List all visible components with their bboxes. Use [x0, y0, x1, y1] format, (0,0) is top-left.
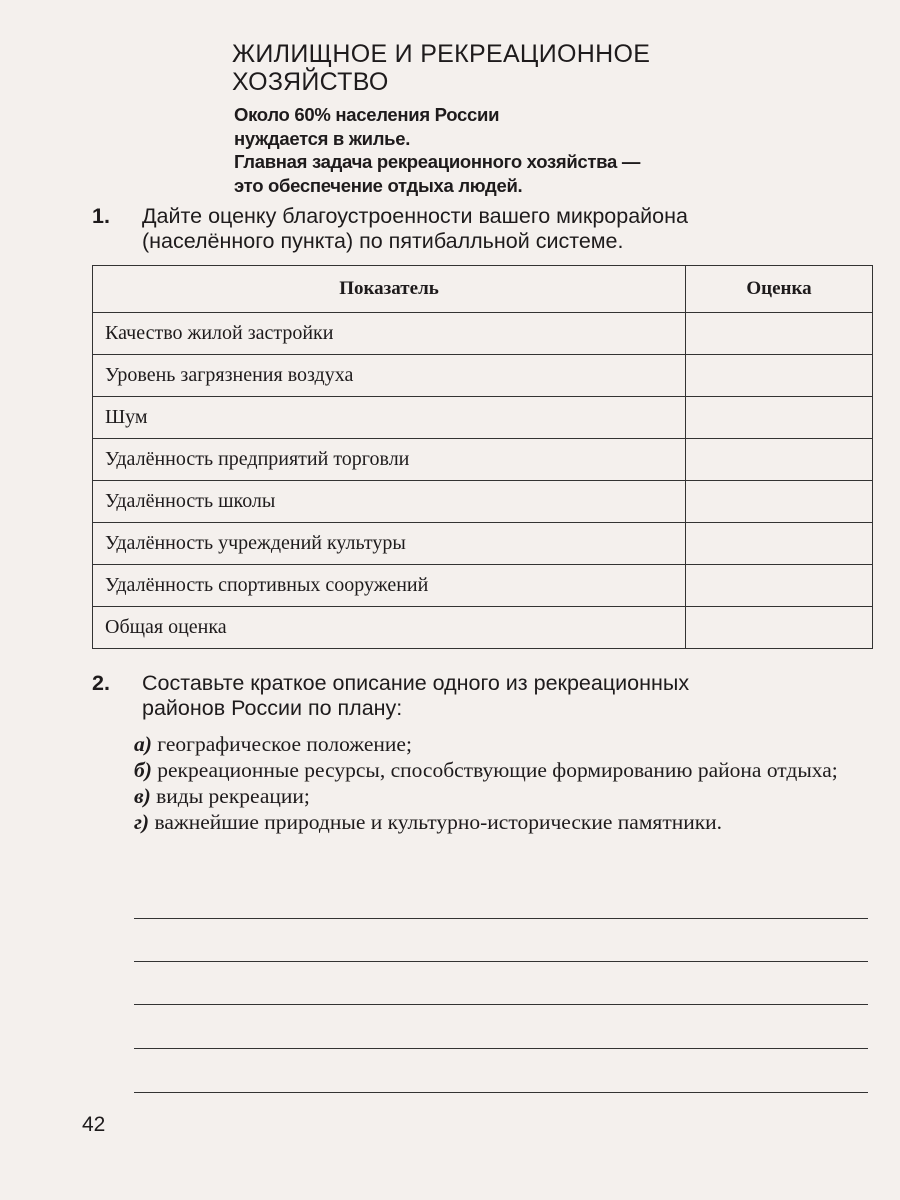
rating-table	[92, 265, 873, 649]
column-header-indicator: Показатель	[93, 266, 686, 313]
plan-item-label: а)	[134, 732, 152, 756]
section-title	[232, 40, 650, 96]
plan-item-label: б)	[134, 758, 152, 782]
plan-item	[134, 809, 874, 835]
plan-item-text: географическое положение;	[157, 732, 412, 756]
table-row	[93, 397, 873, 439]
answer-line[interactable]	[134, 1048, 868, 1049]
indicator-cell: Удалённость школы	[93, 481, 686, 523]
score-cell[interactable]	[686, 565, 873, 607]
plan-item	[134, 731, 874, 757]
plan-item-text: виды рекреации;	[156, 784, 310, 808]
plan-item-text: рекреационные ресурсы, способствующие формированию района отдыха;	[157, 758, 838, 782]
plan-item-label: в)	[134, 784, 151, 808]
column-header-score: Оценка	[686, 266, 873, 313]
answer-line[interactable]	[134, 1004, 868, 1005]
indicator-cell: Шум	[93, 397, 686, 439]
indicator-cell: Качество жилой застройки	[93, 313, 686, 355]
lead-line: Главная задача рекреационного хозяйства —	[234, 151, 641, 172]
plan-item-text: важнейшие природные и культурно-исторические памятники.	[154, 810, 723, 834]
table-row	[93, 355, 873, 397]
answer-line[interactable]	[134, 1092, 868, 1093]
table-header-row	[93, 266, 873, 313]
lead-line: Около 60% населения России	[234, 104, 500, 125]
score-cell[interactable]	[686, 523, 873, 565]
task-text-line: Составьте краткое описание одного из рекреационных	[142, 671, 690, 695]
score-cell[interactable]	[686, 481, 873, 523]
answer-line[interactable]	[134, 918, 868, 919]
score-cell[interactable]	[686, 439, 873, 481]
table-row	[93, 313, 873, 355]
task-number: 2.	[92, 671, 110, 695]
indicator-cell: Удалённость спортивных сооружений	[93, 565, 686, 607]
lead-line: это обеспечение отдыха людей.	[234, 174, 523, 196]
lead-line: нуждается в жилье.	[234, 127, 411, 149]
table-row	[93, 439, 873, 481]
indicator-cell: Уровень загрязнения воздуха	[93, 355, 686, 397]
title-line: ЖИЛИЩНОЕ И РЕКРЕАЦИОННОЕ	[232, 40, 651, 68]
indicator-cell: Удалённость предприятий торговли	[93, 439, 686, 481]
indicator-cell: Удалённость учреждений культуры	[93, 523, 686, 565]
page-number: 42	[82, 1113, 106, 1136]
score-cell[interactable]	[686, 607, 873, 649]
score-cell[interactable]	[686, 355, 873, 397]
table-row	[93, 481, 873, 523]
table-row	[93, 565, 873, 607]
task-text-line: (населённого пункта) по пятибалльной системе.	[142, 229, 624, 253]
table-row	[93, 607, 873, 649]
indicator-cell: Общая оценка	[93, 607, 686, 649]
answer-line[interactable]	[134, 961, 868, 962]
title-line: ХОЗЯЙСТВО	[232, 68, 389, 96]
plan-item	[134, 783, 874, 809]
task-text-line: районов России по плану:	[142, 696, 403, 720]
task-text-line: Дайте оценку благоустроенности вашего микрорайона	[142, 204, 688, 228]
table-row	[93, 523, 873, 565]
plan-list	[134, 731, 874, 835]
lead-text	[234, 103, 640, 197]
task-number: 1.	[92, 204, 110, 228]
plan-item	[134, 757, 874, 783]
score-cell[interactable]	[686, 313, 873, 355]
plan-item-label: г)	[134, 810, 150, 834]
score-cell[interactable]	[686, 397, 873, 439]
